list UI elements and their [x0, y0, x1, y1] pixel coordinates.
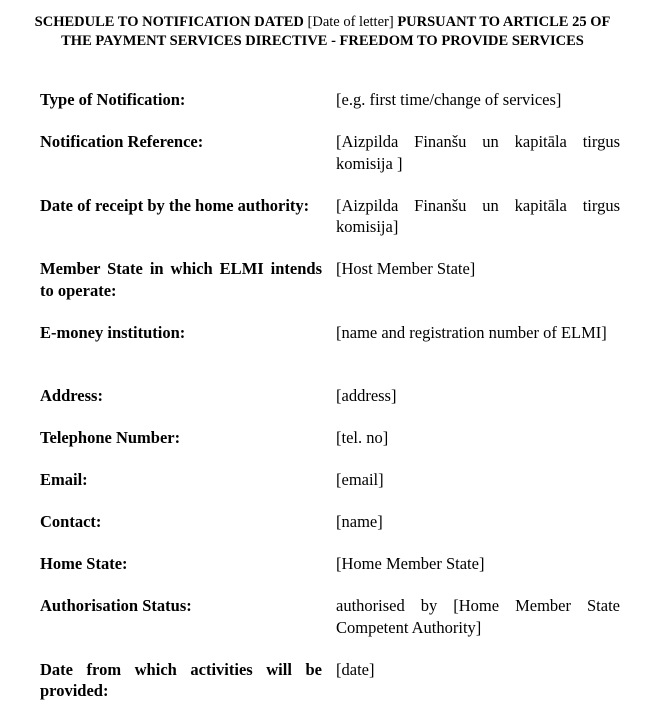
- field-value: [address]: [336, 386, 397, 405]
- field-row-authorisation-status: [40, 595, 620, 659]
- field-value: [Aizpilda Finanšu un kapitāla tirgus komisija]: [336, 195, 620, 236]
- field-value: [email]: [336, 470, 384, 489]
- field-row-email: [40, 469, 620, 511]
- field-value: authorised by [Home Member State Competent Authority]: [336, 596, 620, 637]
- field-label: Date of receipt by the home authority:: [40, 195, 310, 215]
- field-value: [Aizpilda Finanšu un kapitāla tirgus komisija ]: [336, 132, 620, 173]
- field-label: Address:: [40, 386, 103, 405]
- field-label: Date from which activities will be provided:: [40, 659, 322, 700]
- field-value: [tel. no]: [336, 428, 389, 447]
- field-label: Notification Reference:: [40, 132, 204, 151]
- field-value: [Host Member State]: [336, 259, 476, 278]
- document-title: [30, 13, 615, 50]
- title-text-part1: SCHEDULE TO NOTIFICATION DATED: [34, 14, 308, 30]
- field-row-notification-reference: [40, 131, 620, 195]
- field-row-home-state: [40, 553, 620, 595]
- field-value: [name and registration number of ELMI]: [336, 322, 607, 342]
- field-label: Member State in which ELMI intends to operate:: [40, 259, 322, 300]
- field-label: Type of Notification:: [40, 90, 186, 109]
- field-label: Authorisation Status:: [40, 596, 192, 615]
- field-value: [e.g. first time/change of services]: [336, 90, 562, 109]
- field-row-member-state: [40, 258, 620, 322]
- title-date-placeholder: [Date of letter]: [307, 14, 394, 30]
- field-label: Contact:: [40, 512, 102, 531]
- field-value: [Home Member State]: [336, 554, 485, 573]
- field-value: [name]: [336, 512, 383, 531]
- field-label: Home State:: [40, 554, 128, 573]
- field-row-activities-start-date: [40, 659, 620, 723]
- field-label: Telephone Number:: [40, 428, 181, 447]
- title-text-part2: PURSUANT TO ARTICLE 25 OF THE PAYMENT SERVICES DIRECTIVE - FREEDOM TO PROVIDE SERVICES: [61, 14, 611, 49]
- field-row-telephone-number: [40, 427, 620, 469]
- field-label: Email:: [40, 470, 88, 489]
- field-row-address: [40, 385, 620, 427]
- field-label: E-money institution:: [40, 322, 186, 342]
- field-value: [date]: [336, 659, 375, 679]
- field-row-contact: [40, 511, 620, 553]
- field-row-e-money-institution: [40, 322, 620, 386]
- field-row-date-of-receipt: [40, 195, 620, 259]
- notification-fields: [40, 89, 620, 722]
- field-row-type-of-notification: [40, 89, 620, 131]
